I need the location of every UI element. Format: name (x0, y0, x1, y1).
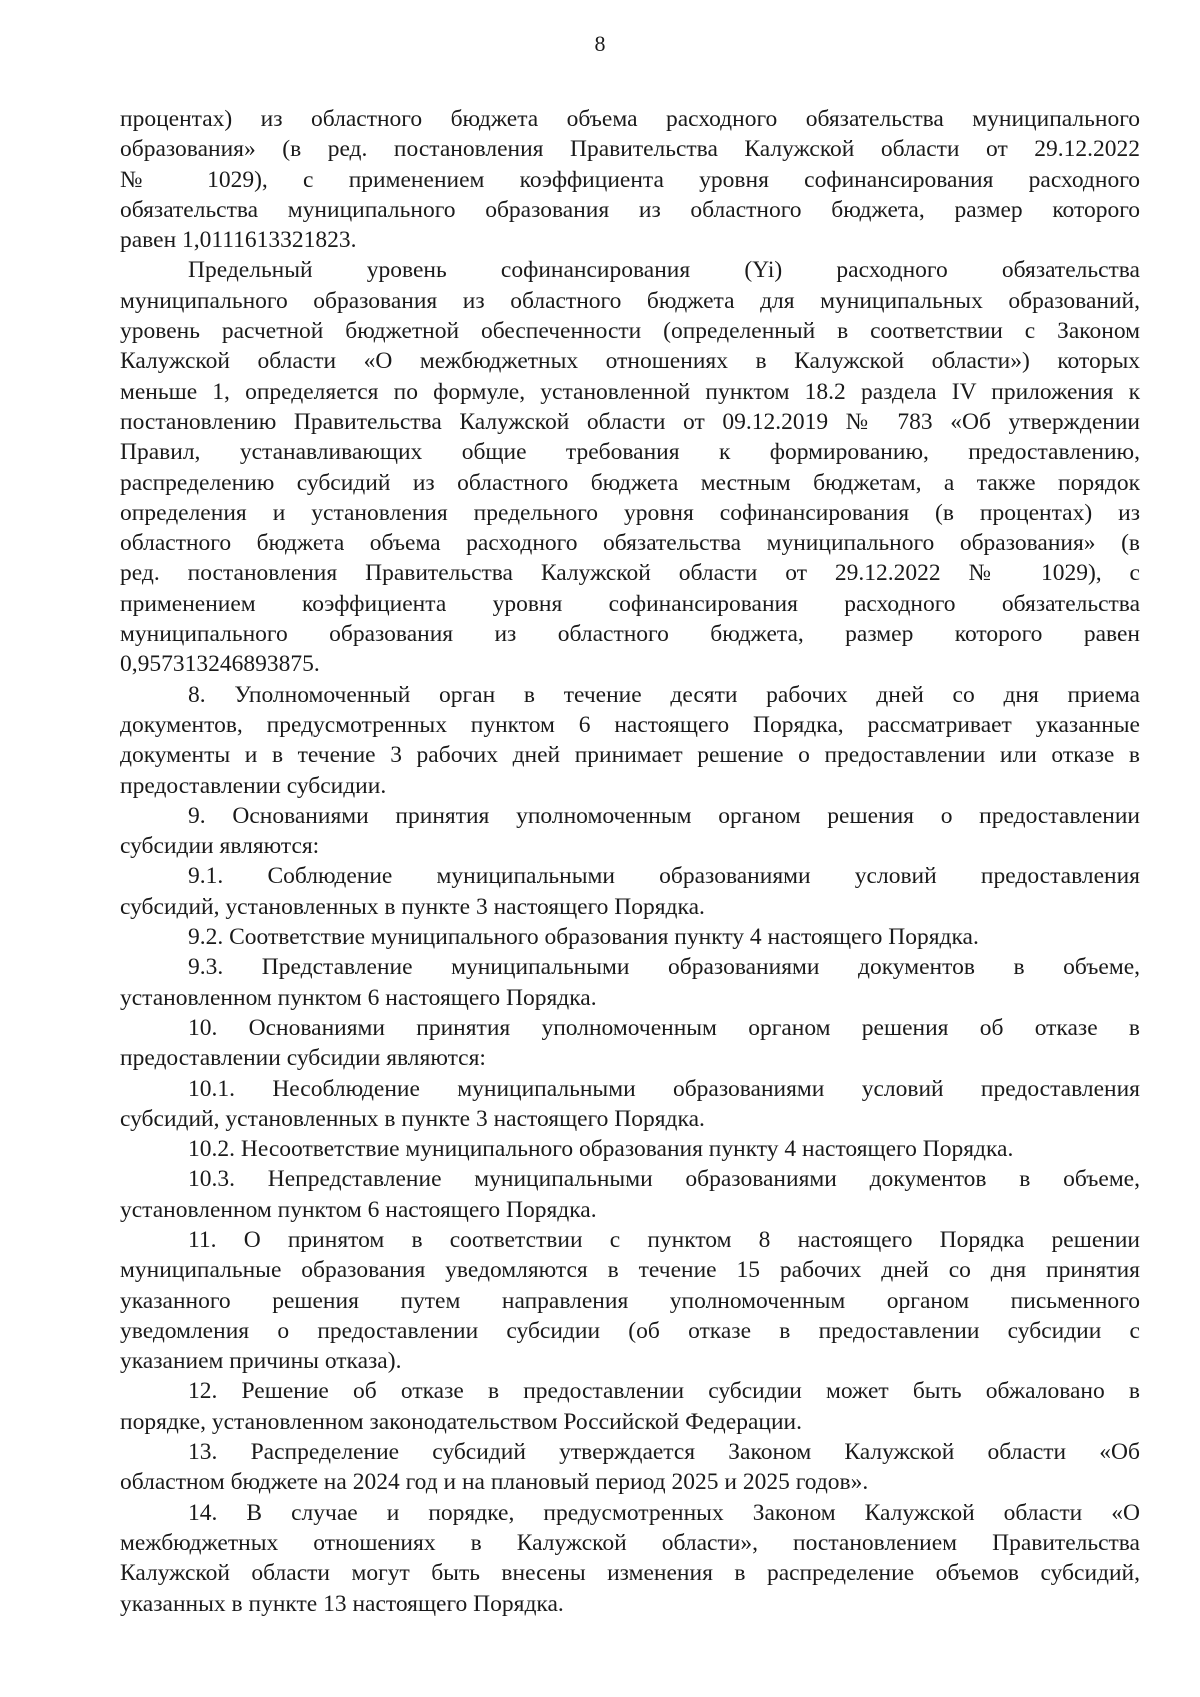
text-line: 10. Основаниями принятия уполномоченным органом решения об отказе в (188, 1014, 1140, 1041)
text-line: межбюджетных отношениях в Калужской области», постановлением Правительства (120, 1529, 1140, 1556)
text-line: муниципального образования из областного бюджета, размер которого равен (120, 621, 1140, 648)
text-line: Правил, устанавливающих общие требования к формированию, предоставлению, (120, 439, 1140, 466)
text-line: обязательства муниципального образования из областного бюджета, размер которого (120, 196, 1140, 223)
text-line: 10.2. Несоответствие муниципального образования пункту 4 настоящего Порядка. (188, 1136, 1014, 1163)
text-line: предоставлении субсидии. (120, 772, 387, 799)
text-line: документы и в течение 3 рабочих дней принимает решение о предоставлении или отказе в (120, 742, 1140, 769)
text-line: 14. В случае и порядке, предусмотренных Законом Калужской области «О (188, 1499, 1140, 1526)
text-line: уровень расчетной бюджетной обеспеченности (определенный в соответствии с Законом (120, 318, 1140, 345)
text-line: 9.2. Соответствие муниципального образования пункту 4 настоящего Порядка. (188, 924, 979, 951)
text-line: меньше 1, определяется по формуле, установленной пунктом 18.2 раздела IV приложения к (120, 378, 1140, 405)
text-line: постановлению Правительства Калужской области от 09.12.2019 № 783 «Об утверждении (120, 408, 1140, 435)
text-line: 8. Уполномоченный орган в течение десяти рабочих дней со дня приема (188, 681, 1140, 708)
text-line: Калужской области «О межбюджетных отношениях в Калужской области») которых (120, 348, 1140, 375)
text-line: ред. постановления Правительства Калужской области от 29.12.2022 № 1029), с (120, 560, 1140, 587)
text-line: 9.3. Представление муниципальными образованиями документов в объеме, (188, 954, 1140, 981)
text-line: распределению субсидий из областного бюджета местным бюджетам, а также порядок (120, 469, 1140, 496)
text-line: субсидии являются: (120, 833, 320, 860)
text-line: предоставлении субсидии являются: (120, 1045, 486, 1072)
text-line: указанного решения путем направления уполномоченным органом письменного (120, 1287, 1140, 1314)
text-line: равен 1,0111613321823. (120, 227, 357, 254)
text-line: уведомления о предоставлении субсидии (об отказе в предоставлении субсидии с (120, 1317, 1140, 1344)
text-line: 0,957313246893875. (120, 651, 320, 678)
text-line: установленном пунктом 6 настоящего Порядка. (120, 1196, 597, 1223)
text-line: субсидий, установленных в пункте 3 настоящего Порядка. (120, 893, 705, 920)
text-line: муниципальные образования уведомляются в течение 15 рабочих дней со дня принятия (120, 1257, 1140, 1284)
text-line: образования» (в ред. постановления Правительства Калужской области от 29.12.2022 (120, 136, 1140, 163)
text-line: применением коэффициента уровня софинансирования расходного обязательства (120, 590, 1140, 617)
text-line: субсидий, установленных в пункте 3 настоящего Порядка. (120, 1105, 705, 1132)
text-line: процентах) из областного бюджета объема расходного обязательства муниципального (120, 106, 1140, 132)
text-line: документов, предусмотренных пунктом 6 настоящего Порядка, рассматривает указанные (120, 711, 1140, 738)
text-line: 9. Основаниями принятия уполномоченным органом решения о предоставлении (188, 802, 1140, 829)
text-line: определения и установления предельного уровня софинансирования (в процентах) из (120, 499, 1140, 526)
text-line: 12. Решение об отказе в предоставлении субсидии может быть обжаловано в (188, 1378, 1140, 1405)
text-line: указанием причины отказа). (120, 1348, 402, 1375)
text-line: установленном пунктом 6 настоящего Порядка. (120, 984, 597, 1011)
document-body (120, 104, 1140, 1619)
text-line: порядке, установленном законодательством Российской Федерации. (120, 1408, 802, 1435)
text-line: указанных в пункте 13 настоящего Порядка. (120, 1590, 564, 1617)
text-line: 13. Распределение субсидий утверждается Законом Калужской области «Об (188, 1439, 1140, 1466)
text-line: муниципального образования из областного бюджета для муниципальных образований, (120, 287, 1140, 314)
text-line: 9.1. Соблюдение муниципальными образованиями условий предоставления (188, 863, 1140, 890)
text-line: Предельный уровень софинансирования (Yi) расходного обязательства (188, 257, 1140, 284)
page-number: 8 (594, 31, 606, 56)
text-line: 10.1. Несоблюдение муниципальными образованиями условий предоставления (188, 1075, 1140, 1102)
text-line: областного бюджета объема расходного обязательства муниципального образования» (в (120, 530, 1140, 557)
text-line: 10.3. Непредставление муниципальными образованиями документов в объеме, (188, 1166, 1140, 1193)
text-line: 11. О принятом в соответствии с пунктом 8 настоящего Порядка решении (188, 1226, 1140, 1253)
text-line: № 1029), с применением коэффициента уровня софинансирования расходного (120, 166, 1140, 193)
text-line: областном бюджете на 2024 год и на плановый период 2025 и 2025 годов». (120, 1469, 869, 1496)
text-line: Калужской области могут быть внесены изменения в распределение объемов субсидий, (120, 1560, 1140, 1587)
